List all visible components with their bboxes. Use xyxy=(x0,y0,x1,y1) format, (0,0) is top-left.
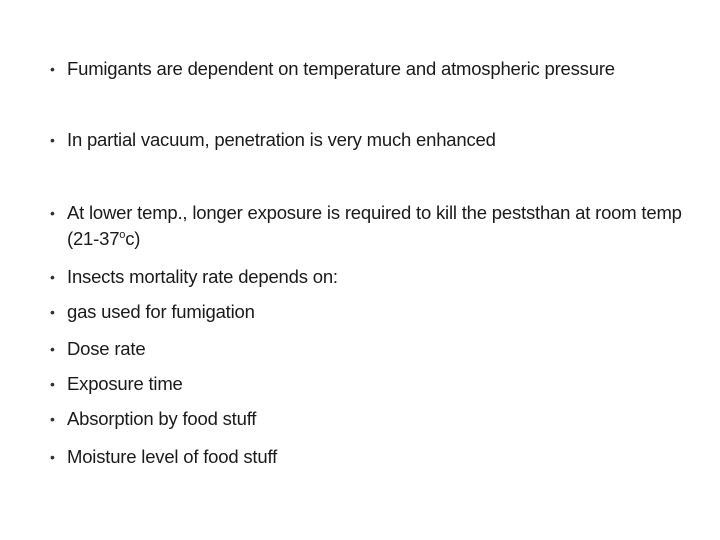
bullet-icon: • xyxy=(50,449,55,465)
bullet-text: gas used for fumigation xyxy=(67,301,255,322)
bullet-icon: • xyxy=(50,132,55,148)
list-item xyxy=(50,406,690,432)
bullet-icon: • xyxy=(50,205,55,221)
list-item xyxy=(50,371,690,397)
list-item xyxy=(50,56,690,82)
bullet-text: Fumigants are dependent on temperature and atmospheric pressure xyxy=(67,58,615,79)
list-item xyxy=(50,264,690,290)
bullet-icon: • xyxy=(50,269,55,285)
bullet-text xyxy=(67,200,690,252)
bullet-icon: • xyxy=(50,411,55,427)
bullet-icon: • xyxy=(50,376,55,392)
list-item xyxy=(50,444,690,470)
bullet-text-tail: c) xyxy=(125,228,141,249)
bullet-icon: • xyxy=(50,304,55,320)
list-item xyxy=(50,299,690,325)
list-item xyxy=(50,336,690,362)
degree-superscript: o xyxy=(119,228,126,241)
list-item xyxy=(50,127,690,153)
bullet-text: Dose rate xyxy=(67,338,146,359)
bullet-text-main: At lower temp., longer exposure is required to kill the peststhan at room temp (21-37 xyxy=(67,202,682,249)
bullet-icon: • xyxy=(50,61,55,77)
bullet-text: Absorption by food stuff xyxy=(67,408,257,429)
list-item xyxy=(50,200,690,252)
bullet-text: Exposure time xyxy=(67,373,183,394)
bullet-text: In partial vacuum, penetration is very much enhanced xyxy=(67,129,496,150)
bullet-icon: • xyxy=(50,341,55,357)
bullet-text: Insects mortality rate depends on: xyxy=(67,266,338,287)
bullet-text: Moisture level of food stuff xyxy=(67,446,278,467)
